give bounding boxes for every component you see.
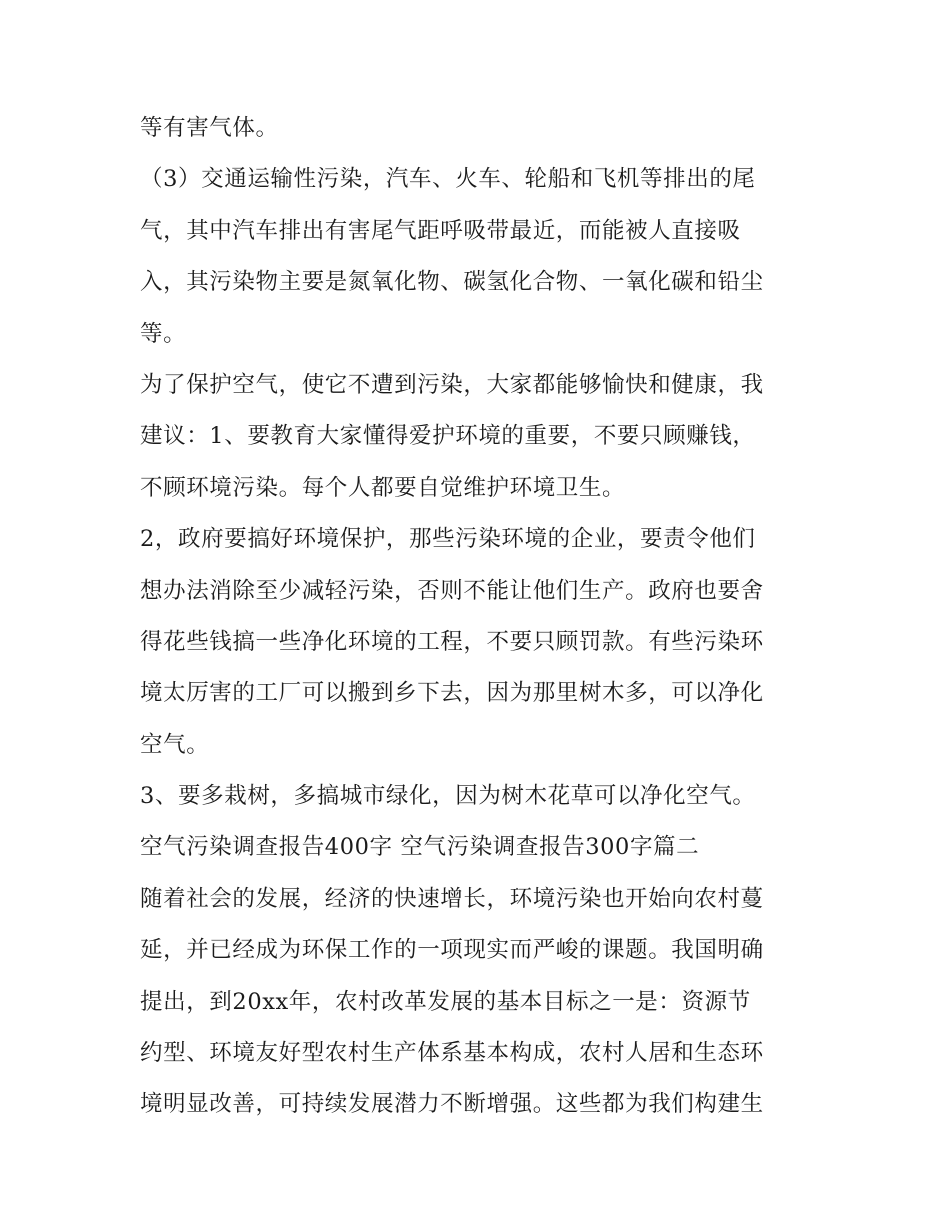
text-line: 想办法消除至少减轻污染，否则不能让他们生产。政府也要舍 [140,577,764,604]
text-line: 入，其污染物主要是氮氧化物、碳氢化合物、一氧化碳和铅尘 [140,269,764,296]
text-line: 约型、环境友好型农村生产体系基本构成，农村人居和生态环 [140,1040,764,1067]
document-body [140,103,820,1131]
text-line: 空气。 [140,731,210,758]
text-line: 随着社会的发展，经济的快速增长，环境污染也开始向农村蔓 [140,885,764,912]
text-line: 2，政府要搞好环境保护，那些污染环境的企业，要责令他们 [140,526,756,553]
text-line: （3）交通运输性污染，汽车、火车、轮船和飞机等排出的尾 [140,166,756,193]
text-line: 3、要多栽树，多搞城市绿化，因为树木花草可以净化空气。 [140,783,756,810]
text-line: 境明显改善，可持续发展潜力不断增强。这些都为我们构建生 [140,1091,764,1118]
text-line: 气，其中汽车排出有害尾气距呼吸带最近，而能被人直接吸 [140,217,741,244]
text-line: 提出，到20xx年，农村改革发展的基本目标之一是：资源节 [140,988,751,1015]
text-line: 境太厉害的工厂可以搬到乡下去，因为那里树木多，可以净化 [140,680,764,707]
text-line: 得花些钱搞一些净化环境的工程，不要只顾罚款。有些污染环 [140,628,764,655]
text-line: 建议：1、要教育大家懂得爱护环境的重要，不要只顾赚钱， [140,423,756,450]
text-line: 延，并已经成为环保工作的一项现实而严峻的课题。我国明确 [140,937,764,964]
text-line: 不顾环境污染。每个人都要自觉维护环境卫生。 [140,474,626,501]
text-line: 等。 [140,320,187,347]
section-heading: 空气污染调查报告400字 空气污染调查报告300字篇二 [140,834,700,861]
text-line: 等有害气体。 [140,115,279,141]
text-line: 为了保护空气，使它不遭到污染，大家都能够愉快和健康，我 [140,371,764,398]
